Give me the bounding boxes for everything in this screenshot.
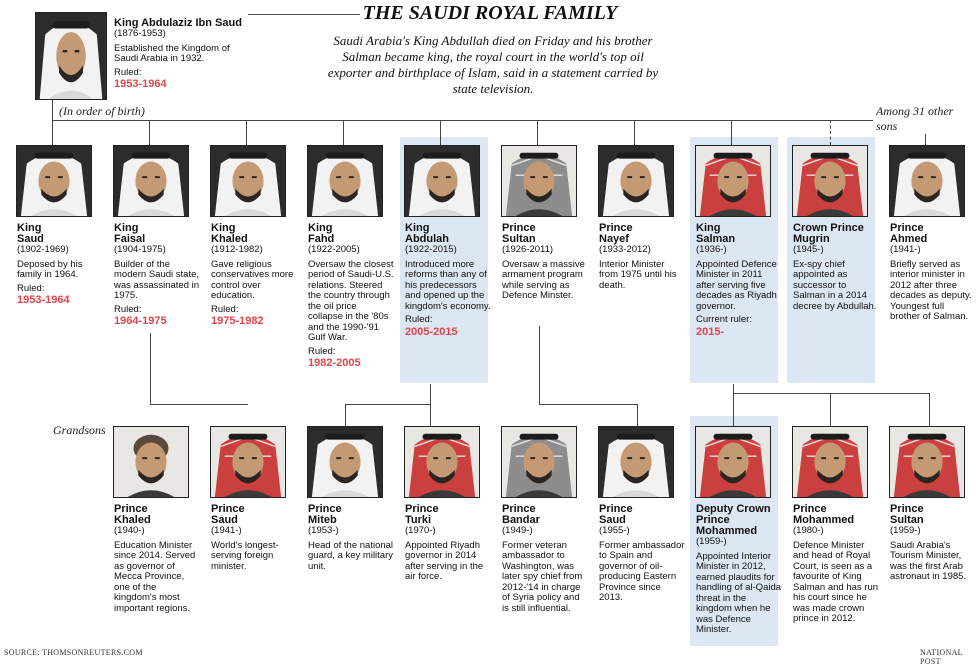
grandsons-description: Appointed Riyadh governor in 2014 after serving in the air force. (405, 539, 484, 582)
sons-name: Khaled (211, 233, 248, 245)
grandsons-portrait-bandar (501, 426, 577, 498)
grandsons-title: Prince (114, 503, 148, 515)
sons-dates: (1933-2012) (599, 244, 651, 255)
sons-title: King (211, 222, 236, 234)
grandsons-dates: (1959-) (890, 525, 921, 536)
sons-ruled-period: 1953-1964 (17, 294, 70, 306)
grandsons-description: Defence Minister and head of Royal Court, is seen as a favourite of King Salman and has run his court since he was made crown prince in 2012. (793, 539, 879, 624)
sons-card-nayef (599, 223, 685, 294)
son-drop-line-8 (731, 120, 732, 145)
founder-name: King Abdulaziz Ibn Saud (114, 17, 242, 29)
sons-title: King (17, 222, 42, 234)
connector-line-10 (637, 404, 638, 427)
sons-ruled-label: Ruled: (17, 282, 45, 294)
grandsons-title: Prince (890, 503, 924, 515)
sons-name: Saud (17, 233, 44, 245)
sons-dates: (1922-2005) (308, 244, 360, 255)
sons-title: Crown Prince (793, 222, 864, 234)
grandsons-name: Bandar (502, 514, 540, 526)
sons-title: Prince (502, 222, 536, 234)
grandsons-dates: (1953-) (308, 525, 339, 536)
other-sons-note: Among 31 other sons (873, 104, 980, 134)
sons-ruled-label: Ruled: (405, 314, 433, 325)
order-note: (In order of birth) (56, 104, 148, 119)
sons-name: Nayef (599, 233, 629, 245)
sons-name: Abdulah (405, 233, 449, 245)
sons-portrait-faisal (113, 145, 189, 217)
grandsons-name: Sultan (890, 514, 924, 526)
sons-title: Prince (890, 222, 924, 234)
grandsons-portrait-mohammed (695, 426, 771, 498)
grandsons-card-bandar (502, 504, 588, 617)
grandsons-description: Former ambassador to Spain and governor of oil-producing Eastern Province since 2013. (599, 539, 685, 603)
page-title: THE SAUDI ROYAL FAMILY (362, 2, 618, 24)
dashed-line-mugrin (733, 120, 830, 121)
grandsons-description: Saudi Arabia's Tourism Minister, was the first Arab astronaut in 1985. (890, 539, 967, 582)
founder-description: Established the Kingdom of Saudi Arabia in 1932. (114, 42, 230, 64)
sons-portrait-salman (695, 145, 771, 217)
grandsons-description: Education Minister since 2014. Served as governor of Mecca Province, one of the kingdom's most important regions. (114, 539, 196, 614)
sons-description: Appointed Defence Minister in 2011 after serving five decades as Riyadh governor. (696, 258, 777, 312)
sons-ruled-period: 2005-2015 (405, 325, 458, 338)
grandsons-portrait-saud (210, 426, 286, 498)
sons-ruled-label: Current ruler: (696, 314, 752, 325)
grandsons-description: World's longest-serving foreign minister. (211, 539, 279, 572)
sons-description: Interior Minister from 1975 until his death. (599, 258, 677, 291)
grandsons-title: Prince (211, 503, 245, 515)
founder-dates: (1876-1953) (114, 28, 166, 39)
sons-dates: (1945-) (793, 244, 824, 255)
grandsons-title: Prince (502, 503, 536, 515)
sons-title: King (405, 222, 430, 234)
sons-description: Builder of the modern Saudi state, was assassinated in 1975. (114, 258, 200, 301)
son-drop-line-1 (52, 120, 53, 145)
grandsons-description: Former veteran ambassador to Washington, was later spy chief from 2012-'14 in charge of Syria policy and is still influential. (502, 539, 583, 614)
sons-ruled-period: 1975-1982 (211, 315, 264, 327)
connector-line-12 (733, 393, 929, 394)
sons-title: King (308, 222, 333, 234)
son-drop-line-2 (149, 120, 150, 145)
grandsons-portrait-miteb (307, 426, 383, 498)
sons-name: Salman (696, 233, 736, 245)
sons-card-fahd (308, 223, 394, 369)
sons-name: Mugrin (793, 233, 830, 245)
grandsons-title: Prince (308, 503, 342, 515)
founder-ruled-label: Ruled: (114, 66, 142, 78)
grandsons-name: Khaled (114, 514, 151, 526)
publisher-credit: NATIONAL POST (920, 648, 963, 666)
connector-line-7 (430, 384, 431, 427)
grandsons-title: Deputy Crown Prince (696, 503, 771, 526)
founder-portrait (35, 12, 107, 100)
grandsons-name: Mohammed (696, 525, 758, 537)
sons-portrait-mugrin (792, 145, 868, 217)
sons-description: Deposed by his family in 1964. (17, 258, 83, 280)
source-credit: SOURCE: THOMSONREUTERS.COM (4, 648, 143, 657)
grandsons-dates: (1980-) (793, 525, 824, 536)
grandsons-dates: (1941-) (211, 525, 242, 536)
sons-card-sultan (502, 223, 588, 305)
sons-portrait-abdulah (404, 145, 480, 217)
grandsons-portrait-khaled (113, 426, 189, 498)
sons-card-salman (696, 223, 782, 337)
grandsons-description: Head of the national guard, a key military unit. (308, 539, 394, 572)
grandsons-dates: (1970-) (405, 525, 436, 536)
sons-ruled-label: Ruled: (114, 303, 142, 315)
connector-line-4 (150, 404, 248, 405)
grandsons-dates: (1940-) (114, 525, 145, 536)
sons-dates: (1936-) (696, 244, 727, 255)
sons-dates: (1926-2011) (502, 244, 554, 255)
grandsons-name: Miteb (308, 514, 337, 526)
grandsons-portrait-saud (598, 426, 674, 498)
sons-description: Introduced more reforms than any of his predecessors and opened up the kingdom's economy. (405, 258, 491, 312)
connector-line-3 (150, 333, 151, 405)
connector-line-1 (52, 100, 53, 121)
sons-description: Oversaw the closest period of Saudi-U.S. relations. Steered the country through the oil price collapse in the '80s and the 1990-'91 Gulf War. (308, 258, 394, 343)
sons-portrait-sultan (501, 145, 577, 217)
sons-title: King (114, 222, 139, 234)
sons-portrait-saud (16, 145, 92, 217)
connector-line-14 (733, 393, 734, 427)
connector-line-13 (929, 393, 930, 427)
grandsons-dates: (1959-) (696, 536, 727, 547)
connector-line-6 (345, 404, 346, 427)
connector-line-5 (345, 404, 430, 405)
grandsons-portrait-turki (404, 426, 480, 498)
founder-card (114, 18, 254, 90)
sons-dates: (1902-1969) (17, 244, 69, 255)
grandsons-name: Turki (405, 514, 432, 526)
sons-card-abdulah (405, 223, 491, 337)
grandsons-portrait-mohammed (792, 426, 868, 498)
sons-description: Oversaw a massive armament program while serving as Defence Minster. (502, 258, 585, 301)
sons-name: Sultan (502, 233, 536, 245)
sons-portrait-khaled (210, 145, 286, 217)
grandsons-card-khaled (114, 504, 200, 617)
sons-card-saud (17, 223, 103, 306)
sons-name: Faisal (114, 233, 146, 245)
grandsons-label: Grandsons (50, 423, 109, 438)
connector-line-9 (539, 404, 638, 405)
connector-line-15 (830, 393, 831, 427)
sons-card-ahmed (890, 223, 976, 326)
grandsons-title: Prince (405, 503, 439, 515)
grandsons-dates: (1955-) (599, 525, 630, 536)
grandsons-name: Saud (599, 514, 626, 526)
son-drop-line-3 (246, 120, 247, 145)
grandsons-card-mohammed (696, 504, 782, 639)
intro-text: Saudi Arabia's King Abdullah died on Friday and his brother Salman became king, the royal court in the world's top oil exporter and birthplace of Islam, said in a statement carried by state television. (327, 33, 659, 96)
sons-description: Briefly served as interior minister in 2012 after three decades as deputy. Youngest full brother of Salman. (890, 258, 972, 322)
grandsons-portrait-sultan (889, 426, 965, 498)
son-drop-line-7 (634, 120, 635, 145)
grandsons-card-saud (211, 504, 297, 575)
sons-name: Ahmed (890, 233, 928, 245)
grandsons-card-mohammed (793, 504, 879, 628)
sons-title: King (696, 222, 721, 234)
sons-ruled-period: 1964-1975 (114, 315, 167, 327)
sons-dates: (1922-2015) (405, 244, 457, 255)
sons-portrait-ahmed (889, 145, 965, 217)
son-drop-line-6 (537, 120, 538, 145)
founder-ruled-period: 1953-1964 (114, 78, 167, 90)
grandsons-title: Prince (793, 503, 827, 515)
son-drop-line-5 (440, 120, 441, 145)
sons-ruled-label: Ruled: (308, 345, 336, 357)
sons-ruled-period: 1982-2005 (308, 357, 361, 369)
sons-ruled-label: Ruled: (211, 303, 239, 315)
sons-card-faisal (114, 223, 200, 327)
grandsons-dates: (1949-) (502, 525, 533, 536)
dashed-drop-mugrin (830, 120, 831, 145)
sons-ruled-period: 2015- (696, 325, 725, 338)
son-drop-line-4 (343, 120, 344, 145)
connector-line-8 (539, 326, 540, 404)
grandsons-card-saud (599, 504, 685, 607)
grandsons-title: Prince (599, 503, 633, 515)
sons-name: Fahd (308, 233, 335, 245)
sons-portrait-fahd (307, 145, 383, 217)
sons-description: Ex-spy chief appointed as successor to Salman in a 2014 decree by Abdullah. (793, 258, 877, 312)
grandsons-card-miteb (308, 504, 394, 575)
sons-title: Prince (599, 222, 633, 234)
sons-dates: (1904-1975) (114, 244, 166, 255)
sons-dates: (1941-) (890, 244, 921, 255)
sons-card-khaled (211, 223, 297, 327)
sons-portrait-nayef (598, 145, 674, 217)
grandsons-name: Saud (211, 514, 238, 526)
grandsons-card-turki (405, 504, 491, 586)
sons-card-mugrin (793, 223, 879, 315)
grandsons-card-sultan (890, 504, 976, 586)
grandsons-name: Mohammed (793, 514, 855, 526)
sons-description: Gave religious conservatives more control over education. (211, 258, 294, 301)
grandsons-description: Appointed Interior Minister in 2012, earned plaudits for handling of al-Qaida threat in the kingdom when he was Defence Minister. (696, 550, 782, 635)
sons-dates: (1912-1982) (211, 244, 263, 255)
